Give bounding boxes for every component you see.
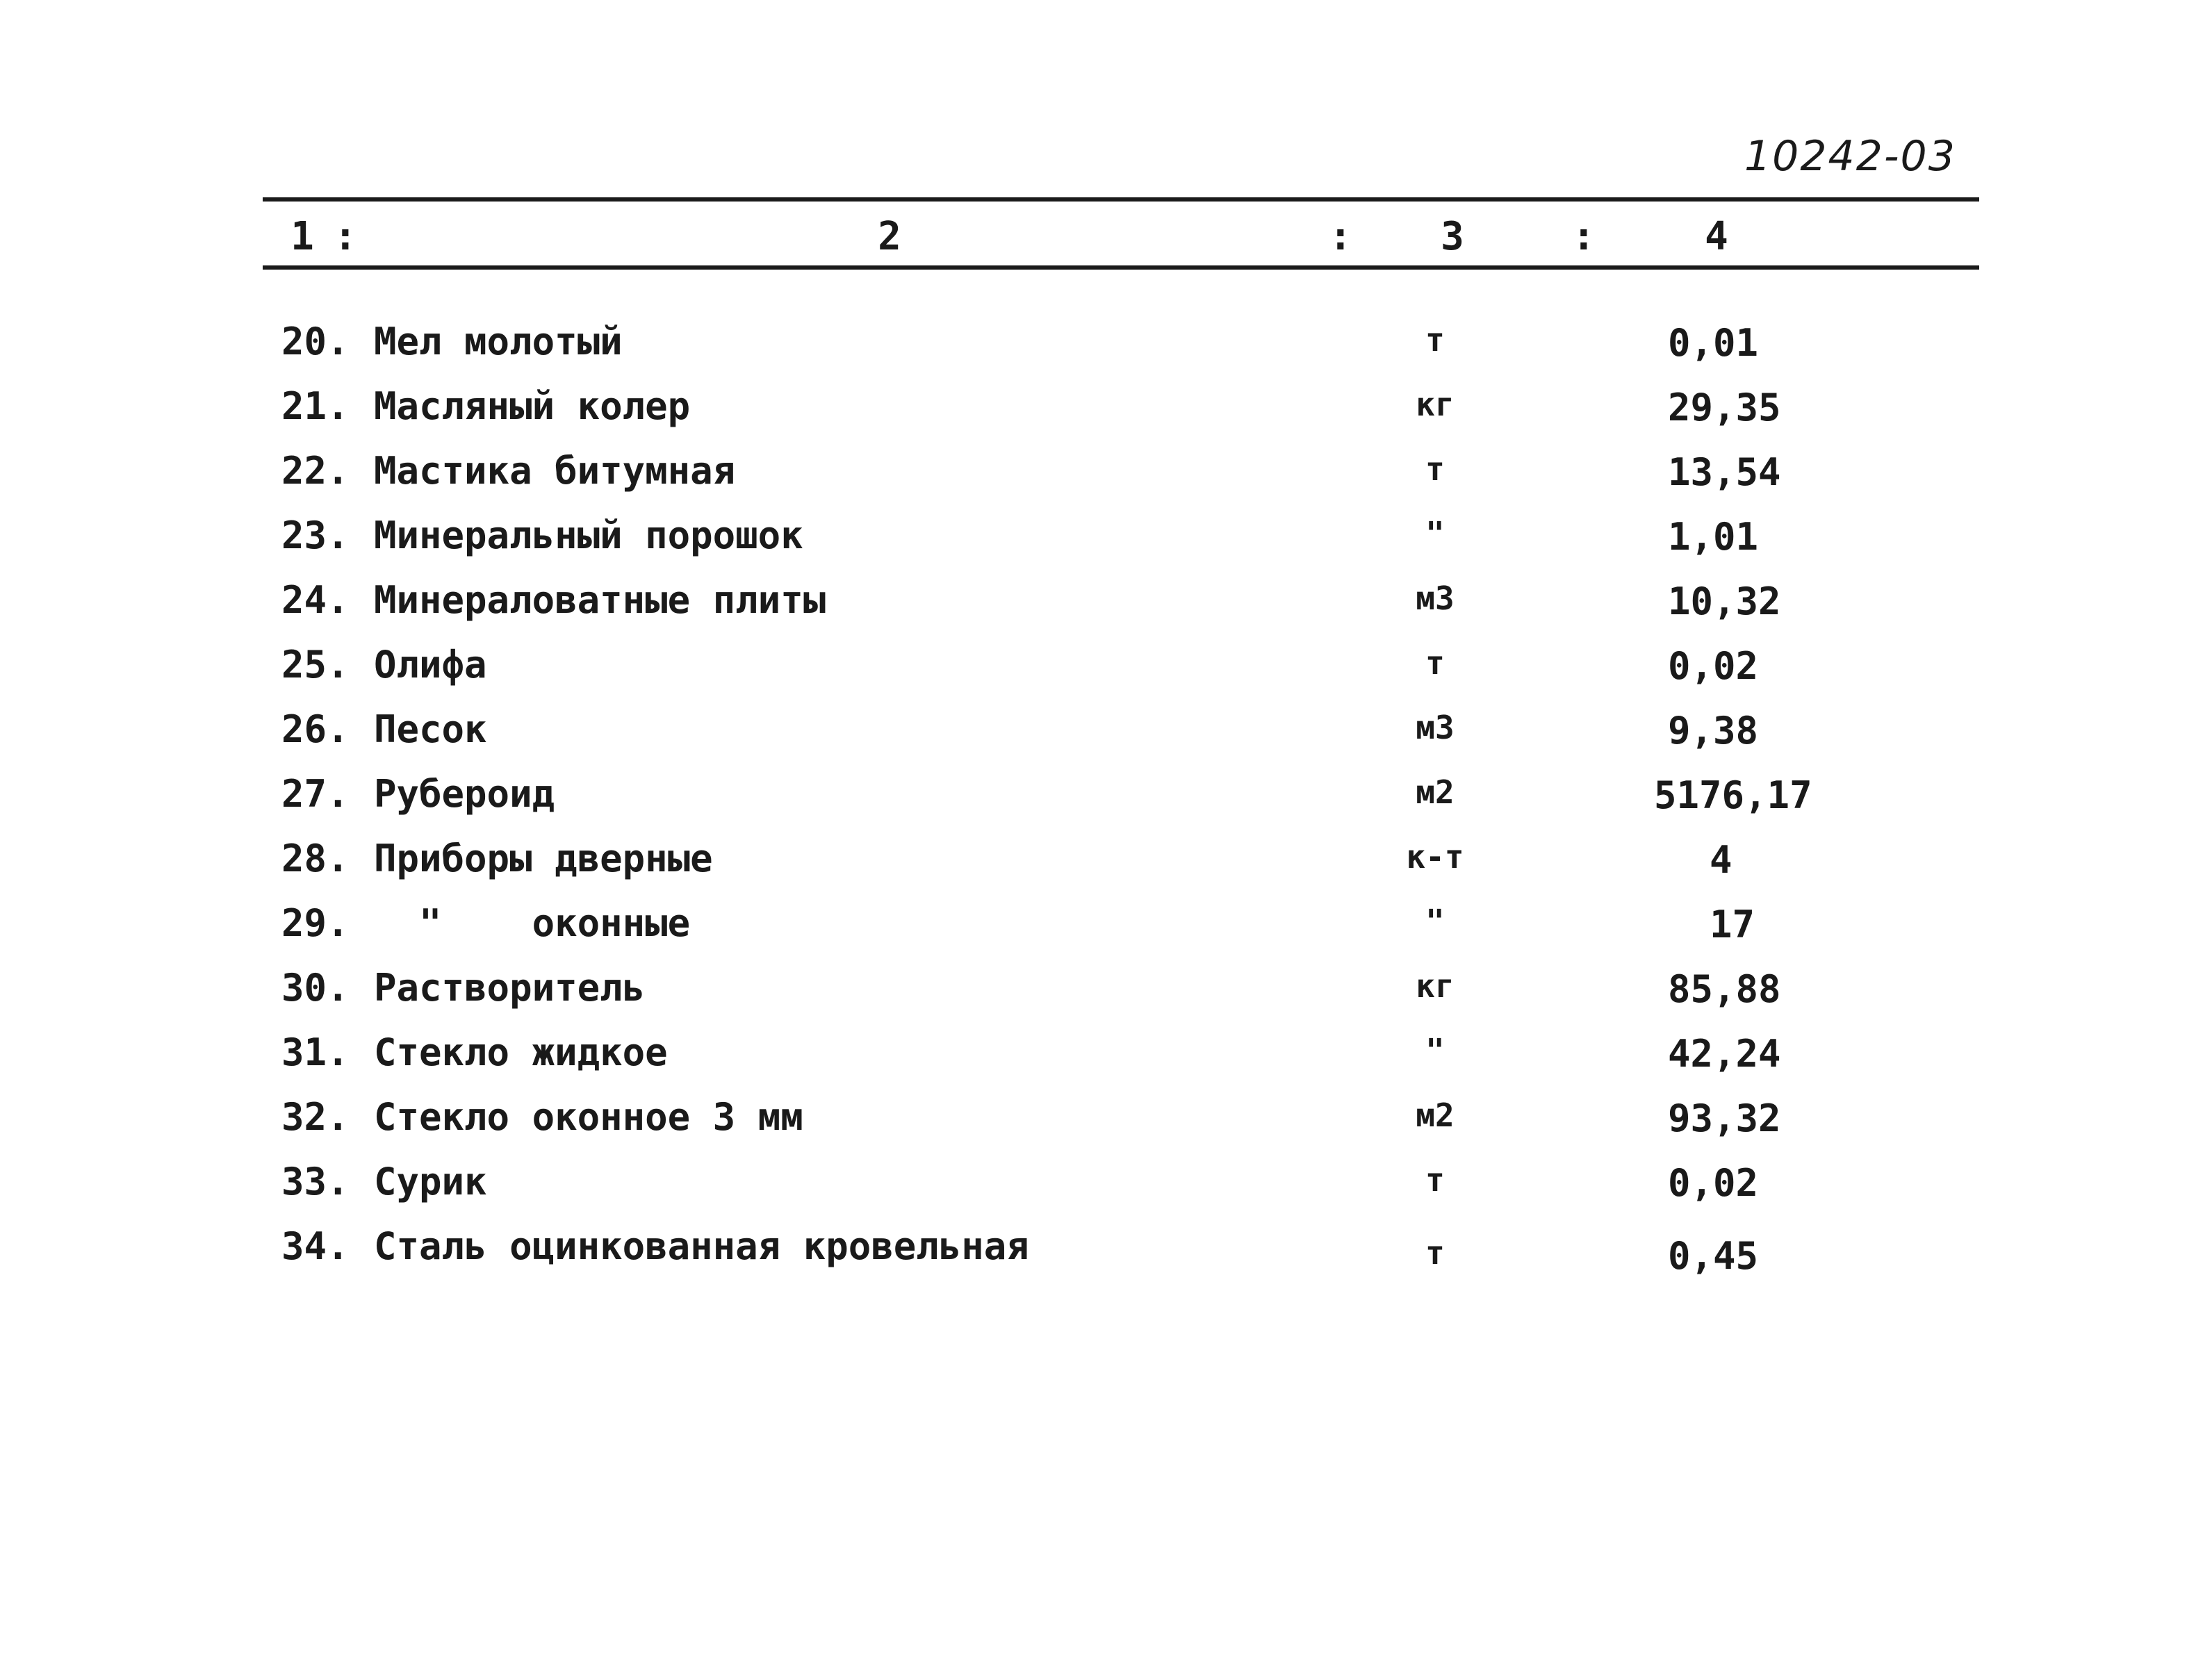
header-separator: :: [1572, 214, 1596, 259]
unit-of-measure: м3: [1416, 580, 1455, 617]
quantity: 17: [1710, 903, 1755, 946]
quantity: 93,32: [1668, 1096, 1781, 1140]
row-number: 34.: [281, 1224, 350, 1268]
table-row: [0, 514, 2212, 578]
unit-of-measure: ": [1425, 515, 1445, 552]
material-name: Мастика битумная: [374, 449, 736, 493]
unit-of-measure: ": [1425, 1032, 1445, 1069]
material-name: Приборы дверные: [374, 837, 713, 880]
row-number: 27.: [281, 772, 350, 816]
header-col-3: 3: [1441, 214, 1464, 259]
unit-of-measure: кг: [1416, 386, 1455, 423]
material-name: Минеральный порошок: [374, 514, 803, 557]
material-name: Минераловатные плиты: [374, 578, 826, 622]
unit-of-measure: кг: [1416, 967, 1455, 1005]
quantity: 5176,17: [1654, 773, 1812, 817]
quantity: 85,88: [1668, 967, 1781, 1011]
material-name: Мел молотый: [374, 320, 623, 363]
quantity: 0,02: [1668, 644, 1759, 688]
material-name: Песок: [374, 707, 487, 751]
quantity: 0,01: [1668, 321, 1759, 365]
material-name: Стекло оконное 3 мм: [374, 1095, 803, 1139]
table-row: [0, 772, 2212, 837]
row-number: 31.: [281, 1030, 350, 1074]
row-number: 25.: [281, 643, 350, 687]
material-list: [0, 320, 2212, 1289]
unit-of-measure: м2: [1416, 1096, 1455, 1134]
quantity: 42,24: [1668, 1032, 1781, 1076]
unit-of-measure: м3: [1416, 709, 1455, 746]
table-row: [0, 643, 2212, 707]
unit-of-measure: т: [1425, 644, 1445, 682]
table-row: [0, 384, 2212, 449]
row-number: 28.: [281, 837, 350, 880]
quantity: 0,02: [1668, 1161, 1759, 1205]
header-col-1: 1: [290, 214, 314, 259]
table-top-rule: [263, 197, 1979, 202]
material-name: Олифа: [374, 643, 487, 687]
document-number: 10242-03: [1744, 132, 1956, 181]
table-row: [0, 578, 2212, 643]
table-row: [0, 966, 2212, 1030]
material-name: Рубероид: [374, 772, 555, 816]
unit-of-measure: к-т: [1406, 838, 1464, 876]
row-number: 33.: [281, 1160, 350, 1203]
table-row: [0, 1030, 2212, 1095]
row-number: 29.: [281, 901, 350, 945]
table-row: [0, 707, 2212, 772]
header-col-4: 4: [1705, 214, 1728, 259]
row-number: 32.: [281, 1095, 350, 1139]
header-col-2: 2: [878, 214, 901, 259]
quantity: 29,35: [1668, 386, 1781, 429]
unit-of-measure: м2: [1416, 773, 1455, 811]
row-number: 23.: [281, 514, 350, 557]
header-separator: :: [1329, 214, 1352, 259]
table-row: [0, 901, 2212, 966]
unit-of-measure: т: [1425, 321, 1445, 359]
material-name: Сурик: [374, 1160, 487, 1203]
table-row: [0, 1160, 2212, 1224]
table-row: [0, 320, 2212, 384]
unit-of-measure: ": [1425, 903, 1445, 940]
quantity: 10,32: [1668, 580, 1781, 623]
quantity: 1,01: [1668, 515, 1759, 559]
unit-of-measure: т: [1425, 1161, 1445, 1199]
table-row: [0, 1095, 2212, 1160]
material-name: Сталь оцинкованная кровельная: [374, 1224, 1029, 1268]
row-number: 20.: [281, 320, 350, 363]
material-name: Стекло жидкое: [374, 1030, 668, 1074]
table-row: [0, 837, 2212, 901]
row-number: 30.: [281, 966, 350, 1010]
table-header: [0, 208, 2212, 264]
quantity: 0,45: [1668, 1234, 1759, 1278]
row-number: 24.: [281, 578, 350, 622]
quantity: 13,54: [1668, 450, 1781, 494]
row-number: 26.: [281, 707, 350, 751]
material-name: Растворитель: [374, 966, 646, 1010]
row-number: 22.: [281, 449, 350, 493]
material-name: " оконные: [374, 901, 691, 945]
table-row: [0, 1224, 2212, 1289]
row-number: 21.: [281, 384, 350, 428]
quantity: 9,38: [1668, 709, 1759, 753]
unit-of-measure: т: [1425, 450, 1445, 488]
table-row: [0, 449, 2212, 514]
table-header-rule: [263, 265, 1979, 270]
quantity: 4: [1710, 838, 1732, 882]
header-separator: :: [334, 214, 357, 259]
unit-of-measure: т: [1425, 1234, 1445, 1272]
material-name: Масляный колер: [374, 384, 691, 428]
